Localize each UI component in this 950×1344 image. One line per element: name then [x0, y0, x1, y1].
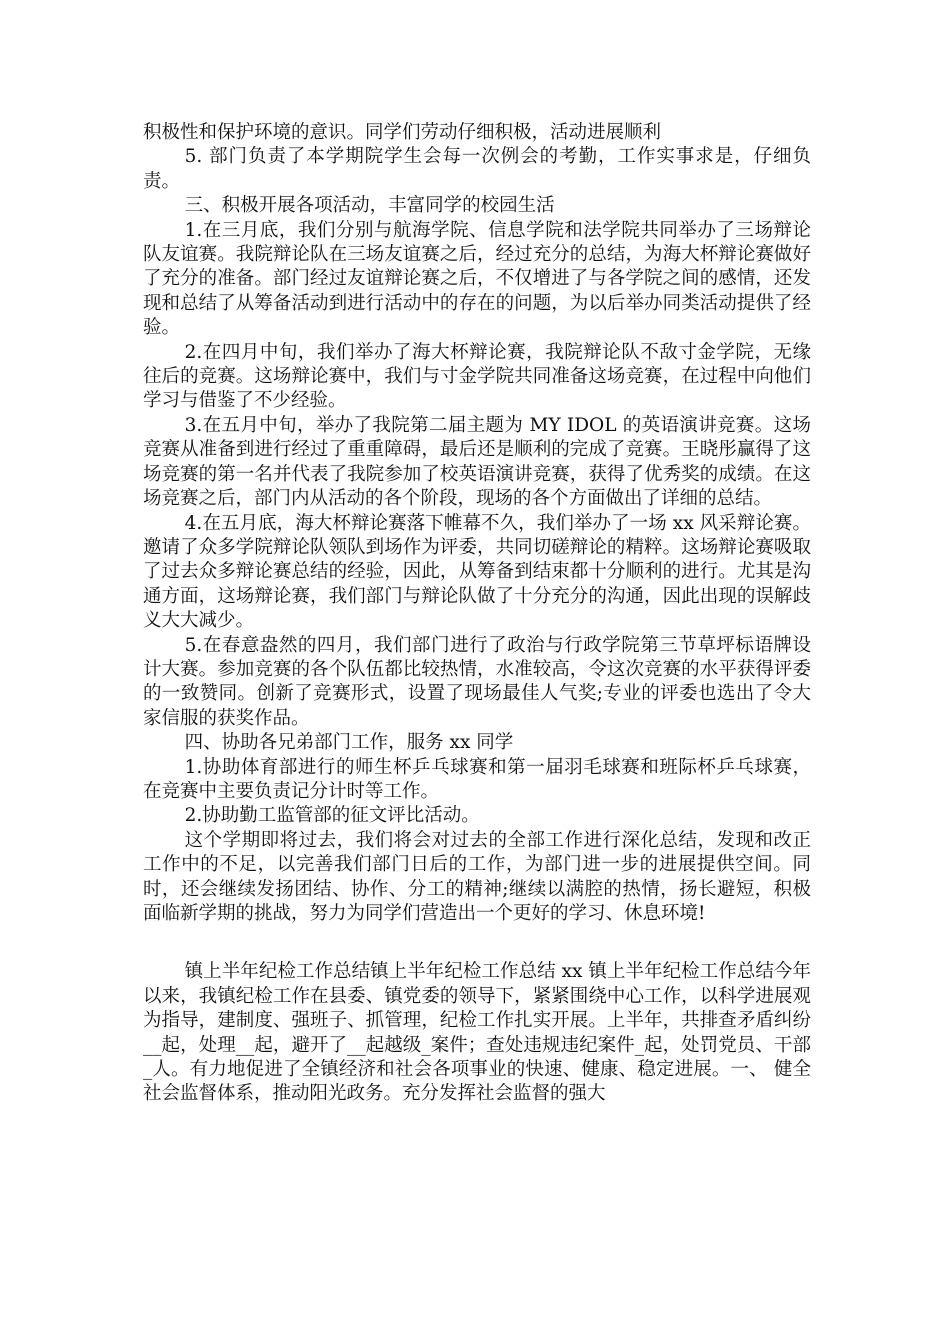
paragraph-environment: 积极性和保护环境的意识。同学们劳动仔细积极，活动进展顺利	[143, 122, 662, 143]
section-heading-activities: 三、积极开展各项活动，丰富同学的校园生活	[184, 195, 555, 217]
document-body	[143, 121, 811, 1107]
paragraph-attendance: 5. 部门负责了本学期院学生会每一次例会的考勤，工作实事求是，仔细负责。	[143, 146, 811, 192]
paragraph-english-speech: 3.在五月中旬，举办了我院第二届主题为 MY IDOL 的英语演讲竞赛。这场竞赛从准备到进行经过了重重障碍，最后还是顺利的完成了竞赛。王晓彤赢得了这场竞赛的第一名并代表了我院参加了校英语演讲竞赛，获得了优秀奖的成绩。在这场竞赛之后，部门内从活动的各个阶段，现场的各个方面做出了详细的总结。	[143, 414, 811, 510]
paragraph-lawn-sign-contest: 5.在春意盎然的四月，我们部门进行了政治与行政学院第三节草坪标语牌设计大赛。参加竞赛的各个队伍都比较热情，水准较高，令这次竞赛的水平获得评委的一致赞同。创新了竞赛形式，设置了现场最佳人气奖;专业的评委也选出了令大家信服的获奖作品。	[143, 634, 811, 729]
paragraph-haida-cup-debate: 2.在四月中旬，我们举办了海大杯辩论赛，我院辩论队不敌寸金学院，无缘往后的竞赛。这场辩论赛中，我们与寸金学院共同准备这场竞赛，在过程中向他们学习与借鉴了不少经验。	[143, 341, 811, 412]
paragraph-gap	[143, 926, 811, 960]
paragraph-assist-sports: 1.协助体育部进行的师生杯乒乓球赛和第一届羽毛球赛和班际杯乒乓球赛，在竞赛中主要负责记分计时等工作。	[143, 756, 811, 802]
section-heading-assist: 四、协助各兄弟部门工作，服务 xx 同学	[184, 732, 514, 754]
paragraph-friendly-debates: 1.在三月底，我们分别与航海学院、信息学院和法学院共同举办了三场辩论队友谊赛。我院辩论队在三场友谊赛之后，经过充分的总结，为海大杯辩论赛做好了充分的准备。部门经过友谊辩论赛之后，不仅增进了与各学院之间的感情，还发现和总结了从筹备活动到进行活动中的存在的问题，为以后举办同类活动提供了经验。	[143, 219, 811, 339]
paragraph-conclusion: 这个学期即将过去，我们将会对过去的全部工作进行深化总结，发现和改正工作中的不足，以完善我们部门日后的工作，为部门进一步的进展提供空间。同时，还会继续发扬团结、协作、分工的精神;继续以满腔的热情，扬长避短，积极面临新学期的挑战，努力为同学们营造出一个更好的学习、休息环境!	[143, 829, 811, 924]
paragraph-style-debate: 4.在五月底，海大杯辩论赛落下帷幕不久，我们举办了一场 xx 风采辩论赛。邀请了众多学院辩论队领队到场作为评委，共同切磋辩论的精粹。这场辩论赛吸取了过去众多辩论赛总结的经验，因此，从筹备到结束都十分顺利的进行。尤其是沟通方面，这场辩论赛，我们部门与辩论队做了十分充分的沟通，因此出现的误解歧义大大减少。	[143, 512, 811, 632]
paragraph-discipline-summary: 镇上半年纪检工作总结镇上半年纪检工作总结 xx 镇上半年纪检工作总结今年以来，我镇纪检工作在县委、镇党委的领导下，紧紧围绕中心工作，以科学进展观为指导，建制度、强班子、抓管理，纪检工作扎实开展。上半年，共排查矛盾纠纷__起，处理__起，避开了__起越级_案件；查处违规违纪案件_起，处罚党员、干部_人。有力地促进了全镇经济和社会各项事业的快速、健康、稳定进展。一、 健全社会监督体系，推动阳光政务。充分发挥社会监督的强大	[143, 961, 811, 1105]
paragraph-assist-essay: 2.协助勤工监管部的征文评比活动。	[184, 805, 480, 827]
